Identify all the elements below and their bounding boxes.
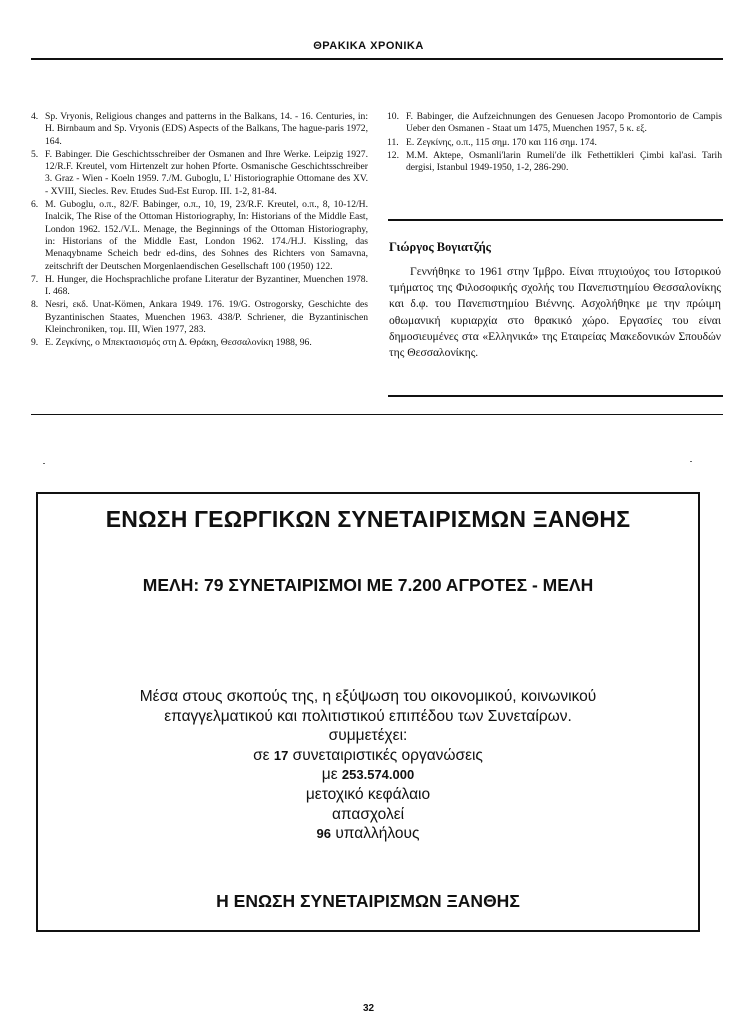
- ad-orgs-count: 17: [273, 747, 289, 763]
- footnote: [31, 199, 368, 273]
- header-rule: [31, 58, 723, 60]
- ad-participates: συμμετέχει:: [328, 727, 408, 745]
- ad-title: ΕΝΩΣΗ ΓΕΩΡΓΙΚΩΝ ΣΥΝΕΤΑΙΡΙΣΜΩΝ ΞΑΝΘΗΣ: [105, 506, 631, 532]
- ad-employees-label: υπαλλήλους: [335, 825, 420, 843]
- ad-capital-amount: 253.574.000: [341, 767, 415, 783]
- footnotes-right-column: [387, 111, 722, 175]
- print-speck: [690, 461, 692, 462]
- ad-purpose-block: [56, 687, 680, 844]
- footnote-number: 9.: [31, 337, 39, 349]
- ad-employees-line: [56, 824, 680, 844]
- print-speck: [43, 463, 45, 464]
- author-bio: Γεννήθηκε το 1961 στην Ίμβρο. Είναι πτυχιούχος του Ιστορικού τμήματος της Φιλοσοφικής σχολής του Πανεπιστημίου Θεσσαλονίκης και δ.φ. του Πανεπιστημίου Βιέννης. Ασχολήθηκε με την πρώιμη οθωμανική κυριαρχία στο θρακικό χώρο. Εργασίες του είναι δημοσιευμένες στα «Ελληνικά» της Εταιρείας Μακεδονικών Σπουδών της Θεσσαλονίκης.: [389, 265, 721, 360]
- ad-members-line: ΜΕΛΗ: 79 ΣΥΝΕΤΑΙΡΙΣΜΟΙ ΜΕ 7.200 ΑΓΡΟΤΕΣ - ΜΕΛΗ: [142, 575, 594, 595]
- footnote: [387, 150, 722, 175]
- ad-purpose-line: επαγγελματικού και πολιτιστικού επιπέδου των Συνεταίρων.: [164, 707, 572, 725]
- footnote-text: M.M. Aktepe, Osmanli'larin Rumeli'de ilk Fethettikleri Çimbi kal'asi. Tarih dergisi, Istanbul 1949-1950, 1-2, 286-290.: [406, 149, 722, 174]
- running-title: ΘΡΑΚΙΚΑ ΧΡΟΝΙΚΑ: [313, 40, 424, 52]
- footnote-text: H. Hunger, die Hochsprachliche profane Literatur der Byzantiner, Muenchen 1978. I. 468.: [45, 273, 368, 298]
- footnote-number: 7.: [31, 273, 39, 285]
- ad-purpose-line: Μέσα στους σκοπούς της, η εξύψωση του οικονομικού, κοινωνικού: [139, 688, 597, 705]
- author-top-rule: [388, 219, 723, 221]
- footnote-text: F. Babinger, die Aufzeichnungen des Genuesen Jacopo Promontorio de Campis Ueber den Osmanen - Staat um 1475, Muenchen 1957, 5 κ. εξ.: [406, 111, 722, 135]
- ad-capital-prefix: με: [321, 766, 338, 784]
- footnote: [387, 137, 722, 149]
- footnote: [387, 111, 722, 136]
- ad-employees-count: 96: [316, 826, 332, 842]
- footnote-number: 11.: [387, 136, 399, 148]
- footnote-text: Ε. Ζεγκίνης, ο Μπεκτασισμός στη Δ. Θράκη, Θεσσαλονίκη 1988, 96.: [45, 337, 312, 349]
- author-bottom-rule: [388, 395, 723, 397]
- footnote-text: Nesri, εκδ. Unat-Kömen, Ankara 1949. 176. 19/G. Ostrogorsky, Geschichte des Byzantinischen Staates, Muenchen 1963. 438/P. Schriener, die Byzantinischen Kleinchroniken, τομ. III, Wien 1977, 283.: [45, 299, 368, 336]
- ad-orgs-suffix: συνεταιριστικές οργανώσεις: [292, 746, 483, 764]
- ad-employs: απασχολεί: [331, 805, 405, 823]
- footnote-number: 5.: [31, 148, 39, 160]
- footnote: [31, 299, 368, 336]
- footnote-number: 4.: [31, 111, 39, 122]
- advertisement-box: [36, 492, 700, 932]
- footnote-text: M. Guboglu, ο.π., 82/F. Babinger, ο.π., 10, 19, 23/R.F. Kreutel, ο.π., 8, 10-12/H. Inalcik, The Rise of the Ottoman Historiography, In: Historians of the Middle East, London 1962. 152./V.L. Menage, the Beginnings of the Ottoman Historiography, in: Historians of the Middle East, London 1962. 174./H.J. Kissling, das Menaqybname Scheich bedr ed-dins, des Sohnes des Richters von Samavna, zeitschrift der Deutschen Morgenlaendischen Gesellschaft 100 (1950) 122.: [45, 199, 368, 272]
- footnotes-left-column: [31, 111, 368, 351]
- footnote-text: Sp. Vryonis, Religious changes and patterns in the Balkans, 14. - 16. Centuries, in: H. Birnbaum and Sp. Vryonis (EDS) Aspects of the Balkans, The hague-paris 1972, 164.: [45, 111, 368, 147]
- footnote: [31, 337, 368, 349]
- ad-organizations-line: [56, 746, 680, 766]
- author-bio-block: [389, 240, 721, 361]
- footnote: [31, 111, 368, 148]
- author-name: Γιώργος Βογιατζής: [389, 240, 491, 254]
- footnote-number: 6.: [31, 199, 39, 211]
- ad-footer: Η ΕΝΩΣΗ ΣΥΝΕΤΑΙΡΙΣΜΩΝ ΞΑΝΘΗΣ: [216, 891, 520, 911]
- footnote-text: F. Babinger. Die Geschichtsschreiber der Osmanen and Ihre Werke. Leipzig 1927. 12/R.F. Kreutel, vom Hirtenzelt zur hohen Pforte. Osmanische Geschichtsschreiber 3. Graz - Wien - Koeln 1959. 7./M. Guboglu, L' Historiographie Ottomane des XV. - XVIII, Siecles. Rev. Etudes Sud-Est Europ. III. 1-2, 81-84.: [45, 148, 368, 197]
- footnote: [31, 274, 368, 299]
- section-divider-rule: [31, 414, 723, 415]
- footnote-text: Ε. Ζεγκίνης, ο.π., 115 σημ. 170 και 116 σημ. 174.: [406, 136, 597, 148]
- footnote-number: 10.: [387, 111, 399, 122]
- footnote: [31, 149, 368, 198]
- footnote-number: 12.: [387, 149, 399, 161]
- page-number: 32: [362, 1003, 375, 1014]
- ad-orgs-prefix: σε: [253, 746, 270, 764]
- ad-capital-label: μετοχικό κεφάλαιο: [305, 785, 431, 803]
- footnote-number: 8.: [31, 299, 39, 311]
- ad-capital-line: [56, 765, 680, 785]
